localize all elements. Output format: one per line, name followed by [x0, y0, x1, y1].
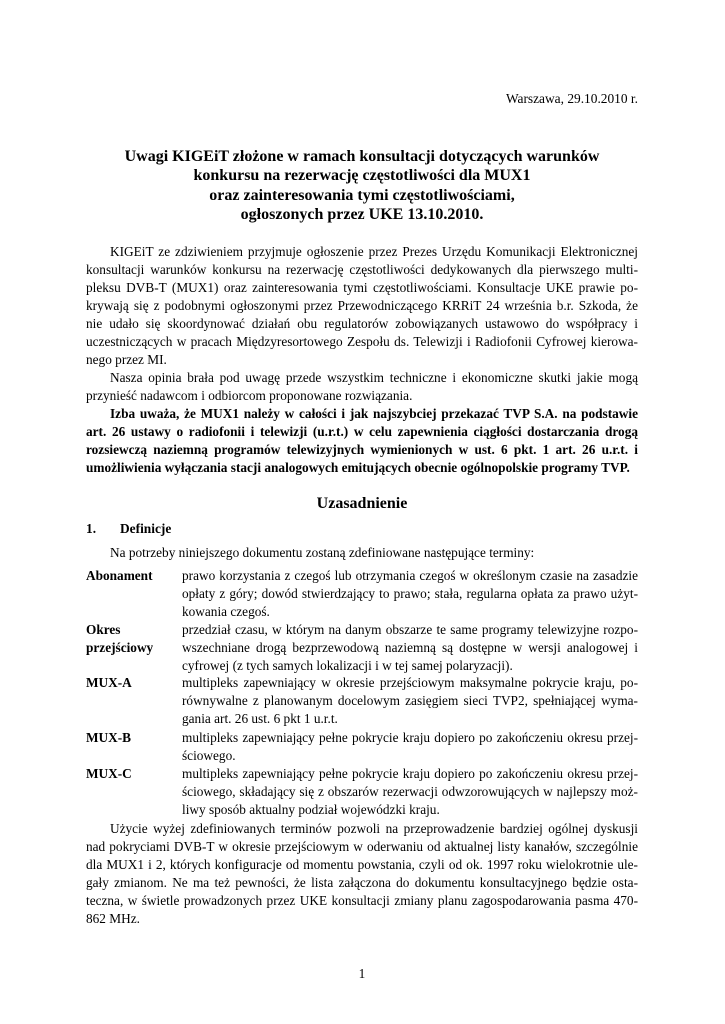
term-line: MUX-A — [86, 675, 132, 690]
text-line: wszechniane drogą bezprzewodową naziemną są dostępne w wersji analogowej i — [182, 640, 638, 655]
title-line: ogłoszonych przez UKE 13.10.2010. — [240, 206, 484, 224]
text-line: gania art. 26 ust. 6 pkt 1 u.r.t. — [182, 711, 338, 726]
text-line: liwy sposób aktualny podział wojewódzki kraju. — [182, 802, 440, 817]
text-line: konsultacji warunków konkursu na rezerwację częstotliwości dedykowanych dla pierwszego multi- — [86, 262, 638, 277]
text-line: dla MUX1 i 2, których konfiguracje od momentu powstania, czyli od ok. 1997 roku wielokrotnie ule- — [86, 857, 638, 872]
definition-term — [86, 765, 182, 783]
section-number: 1. — [86, 521, 97, 536]
page-number: 1 — [358, 966, 366, 981]
definition-text — [182, 729, 638, 765]
text-line: 862 MHz. — [86, 911, 140, 926]
intro-paragraph — [86, 243, 638, 369]
definitions-intro — [86, 544, 638, 562]
text-line: nie udało się skoordynować działań obu regulatorów zobowiązanych ustawowo do współpracy i — [86, 316, 638, 331]
text-line: Na potrzeby niniejszego dokumentu zostaną zdefiniowane następujące terminy: — [110, 545, 535, 560]
text-line: pleksu DVB-T (MUX1) oraz zainteresowania tymi częstotliwościami. Konsultacje UKE prawie po- — [86, 280, 638, 295]
text-line: multipleks zapewniający pełne pokrycie kraju dopiero po zakończeniu okresu przej- — [182, 730, 638, 745]
text-line: nego przez MI. — [86, 352, 167, 367]
text-line: rozsiewczą naziemną programów telewizyjnych wymienionych w ust. 6 pkt. 1 art. 26 u.r.t. i — [86, 442, 638, 457]
text-line: umożliwienia wyłączania stacji analogowych emitujących obecnie ogólnopolskie programy TVP. — [86, 460, 630, 475]
text-line: kowania czegoś. — [182, 604, 270, 619]
definition-term — [86, 621, 182, 657]
definition-term — [86, 567, 182, 585]
text-line: cyfrowej (z tych samych lokalizacji i w tej samej polaryzacji). — [182, 658, 513, 673]
text-line: multipleks zapewniający w okresie przejściowym maksymalne pokrycie kraju, po- — [182, 675, 638, 690]
term-line: Okres — [86, 622, 121, 637]
title-line: konkursu na rezerwację częstotliwości dla MUX1 — [193, 167, 531, 185]
text-line: równywalne z planowanym docelowym zasięgiem sieci TVP2, spełniającej wyma- — [182, 693, 638, 708]
justification-heading: Uzasadnienie — [316, 495, 408, 512]
opinion-paragraph — [86, 369, 638, 405]
text-line: krywają się z podobnymi ogłoszonymi przez Przewodniczącego KRRiT 24 września b.r. Szkoda, że — [86, 298, 638, 313]
text-line: ściowego, składający się z obszarów rezerwacji odwzorowujących w najlepszy moż- — [182, 784, 638, 799]
definition-term — [86, 674, 182, 692]
text-line: art. 26 ustawy o radiofonii i telewizji (u.r.t.) w celu zapewnienia ciągłości dostarczania drogą — [86, 424, 638, 439]
title-line: oraz zainteresowania tymi częstotliwościami, — [209, 186, 515, 204]
document-title — [86, 147, 638, 225]
section-heading — [86, 520, 171, 538]
text-line: opłaty z góry; dowód stwierdzający to prawo; stała, regularna opłata za prawo użyt- — [182, 586, 638, 601]
definition-text — [182, 765, 638, 819]
text-line: Nasza opinia brała pod uwagę przede wszystkim techniczne i ekonomiczne skutki jakie mogą — [110, 370, 638, 385]
text-line: Izba uważa, że MUX1 należy w całości i jak najszybciej przekazać TVP S.A. na podstawie — [110, 406, 638, 421]
term-line: MUX-B — [86, 730, 132, 745]
title-line: Uwagi KIGEiT złożone w ramach konsultacji dotyczących warunków — [124, 148, 600, 165]
definition-text — [182, 567, 638, 621]
section-title: Definicje — [120, 521, 172, 536]
text-line: prawo korzystania z czegoś lub otrzymania czegoś w określonym czasie na zasadzie — [182, 568, 638, 583]
definition-term — [86, 729, 182, 747]
text-line: uczestniczących w pracach Międzyresortowego Zespołu ds. Telewizji i Radiofonii Cyfrowej kierowa- — [86, 334, 638, 349]
definition-text — [182, 621, 638, 675]
text-line: przynieść nadawcom i odbiorcom proponowane rozwiązania. — [86, 388, 413, 403]
term-line: MUX-C — [86, 766, 132, 781]
closing-paragraph — [86, 820, 638, 928]
document-date: Warszawa, 29.10.2010 r. — [505, 91, 638, 106]
text-line: multipleks zapewniający pełne pokrycie kraju dopiero po zakończeniu okresu przej- — [182, 766, 638, 781]
chamber-position-paragraph — [86, 405, 638, 477]
text-line: KIGEiT ze zdziwieniem przyjmuje ogłoszenie przez Prezes Urzędu Komunikacji Elektronicznej — [110, 244, 638, 259]
text-line: ściowego. — [182, 748, 236, 763]
text-line: teczna, w świetle prowadzonych przez UKE konsultacji zmiany planu zagospodarowania pasma 470- — [86, 893, 638, 908]
text-line: gały zmianom. Ne ma też pewności, że lista załączona do dokumentu konsultacyjnego będzie osta- — [86, 875, 638, 890]
term-line: Abonament — [86, 568, 153, 583]
text-line: Użycie wyżej zdefiniowanych terminów pozwoli na przeprowadzenie bardziej ogólnej dyskusji — [110, 821, 638, 836]
text-line: przedział czasu, w którym na danym obszarze te same programy telewizyjne rozpo- — [182, 622, 638, 637]
text-line: nad pokryciami DVB-T w okresie przejściowym w oderwaniu od aktualnej listy kanałów, szczególnie — [86, 839, 638, 854]
term-line: przejściowy — [86, 640, 154, 655]
definition-text — [182, 674, 638, 728]
